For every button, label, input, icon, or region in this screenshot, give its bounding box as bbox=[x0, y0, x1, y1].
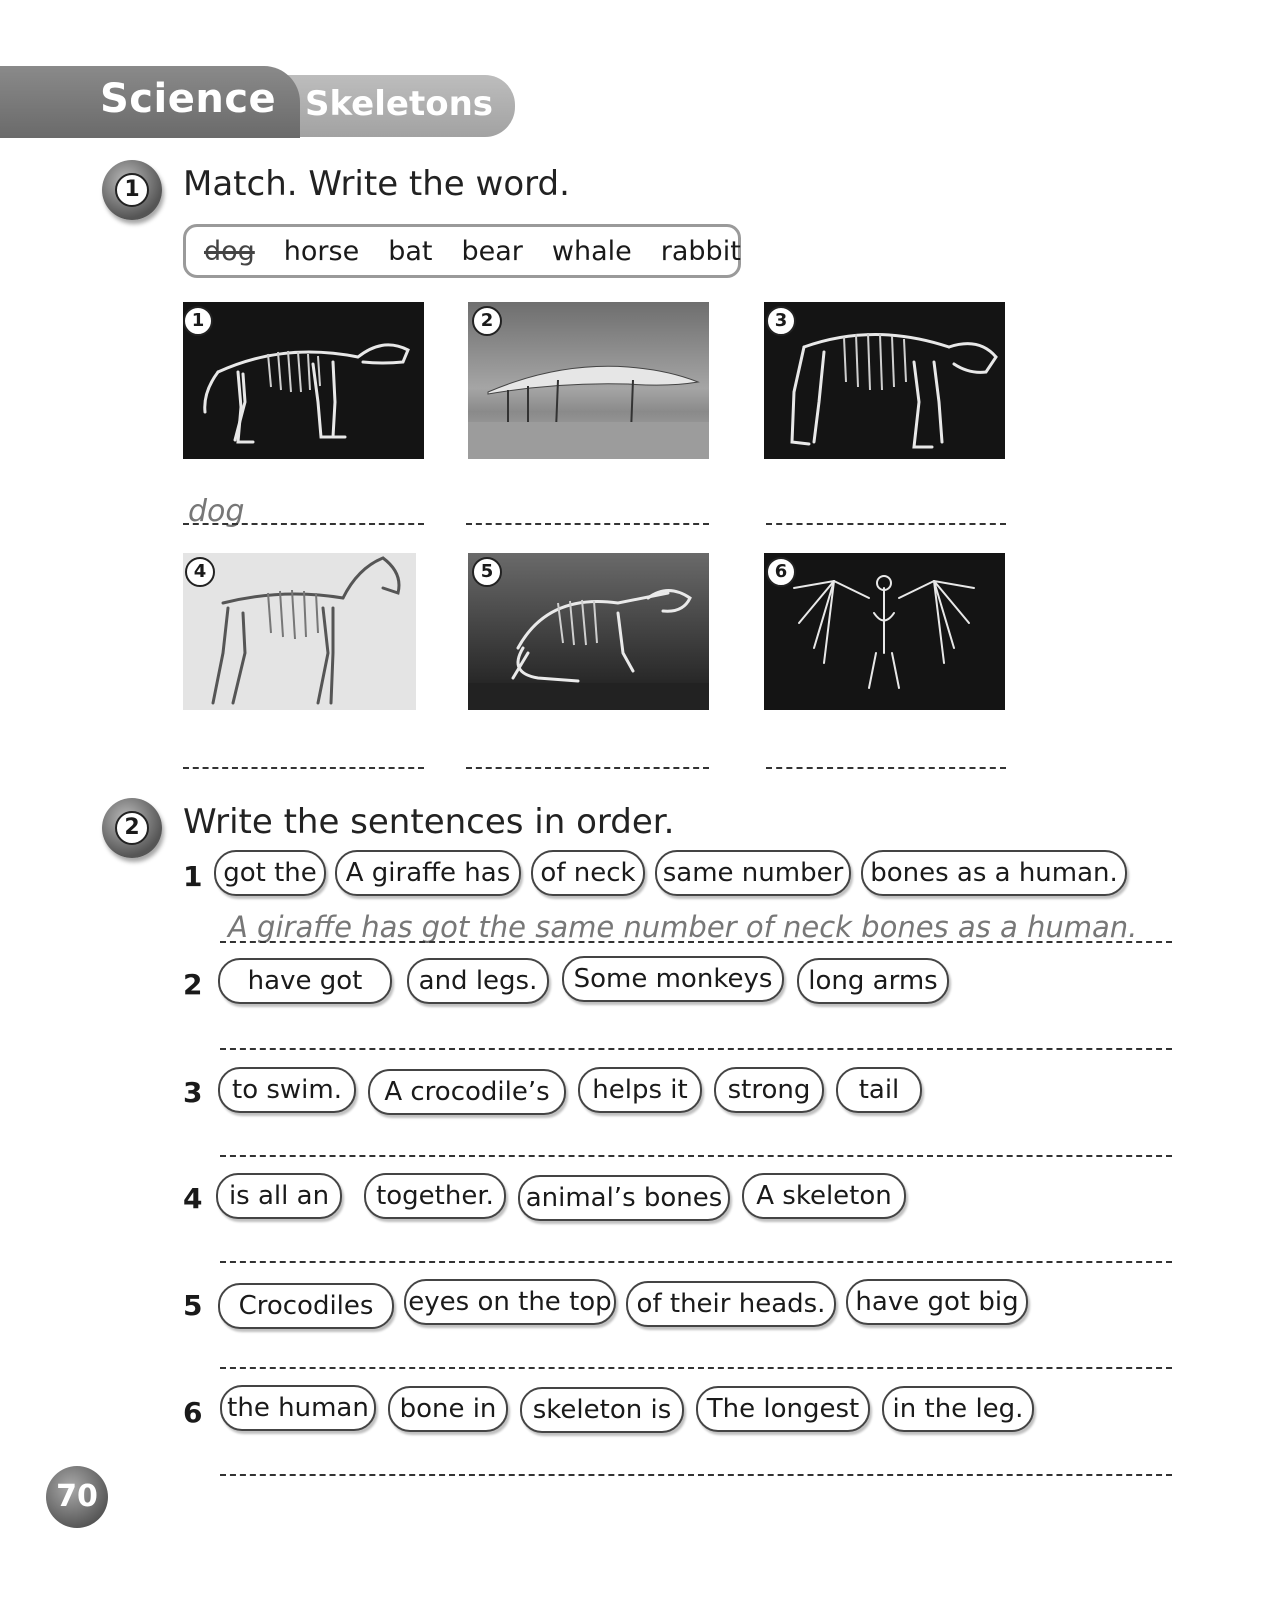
word-bank bbox=[183, 224, 741, 278]
skeleton-photo-2 bbox=[468, 302, 709, 459]
bear-skeleton-icon bbox=[764, 302, 1005, 459]
bat-skeleton-icon bbox=[764, 553, 1005, 710]
exercise-1-badge bbox=[102, 160, 162, 220]
word-chunk: the human bbox=[220, 1385, 376, 1431]
photo-number: 1 bbox=[183, 306, 213, 336]
answer-line[interactable] bbox=[466, 767, 709, 769]
word-chunk: is all an bbox=[216, 1173, 342, 1219]
word-chunk: in the leg. bbox=[882, 1386, 1034, 1432]
word-chunk: bone in bbox=[388, 1386, 508, 1432]
word-chunk: skeleton is bbox=[520, 1387, 684, 1433]
horse-skeleton-icon bbox=[183, 553, 416, 710]
photo-number: 3 bbox=[766, 306, 796, 336]
answer-line[interactable] bbox=[220, 1474, 1172, 1476]
word-chunk: have got bbox=[218, 958, 392, 1004]
skeleton-photo-3 bbox=[764, 302, 1005, 459]
sentence-number: 3 bbox=[183, 1076, 203, 1109]
word-chunk: animal’s bones bbox=[518, 1175, 730, 1221]
photo-number: 2 bbox=[472, 306, 502, 336]
word-chunk: of neck bbox=[531, 850, 645, 896]
example-sentence: A giraffe has got the same number of neck bones as a human. bbox=[228, 910, 1138, 944]
photo-number: 5 bbox=[472, 557, 502, 587]
word-chunk: strong bbox=[714, 1067, 824, 1113]
skeleton-photo-5 bbox=[468, 553, 709, 710]
whale-skeleton-icon bbox=[468, 302, 709, 459]
word-bank-word: bear bbox=[461, 235, 523, 267]
page-number: 70 bbox=[46, 1466, 108, 1528]
example-answer: dog bbox=[188, 494, 245, 529]
word-chunk: A crocodile’s bbox=[368, 1069, 566, 1115]
word-chunk: of their heads. bbox=[626, 1281, 836, 1327]
answer-line[interactable] bbox=[466, 523, 709, 525]
exercise-1-number: 1 bbox=[115, 173, 149, 207]
answer-line[interactable] bbox=[220, 1261, 1172, 1263]
dog-skeleton-icon bbox=[183, 302, 424, 459]
word-bank-word: whale bbox=[551, 235, 632, 267]
answer-line[interactable] bbox=[183, 523, 424, 525]
sentence-number: 4 bbox=[183, 1182, 203, 1215]
word-chunk: same number bbox=[655, 850, 851, 896]
sentence-number: 1 bbox=[183, 860, 203, 893]
answer-line[interactable] bbox=[766, 523, 1006, 525]
word-chunk: tail bbox=[836, 1067, 922, 1113]
word-chunk: to swim. bbox=[218, 1067, 356, 1113]
exercise-2-badge bbox=[102, 798, 162, 858]
sentence-number: 2 bbox=[183, 968, 203, 1001]
exercise-2-number: 2 bbox=[115, 811, 149, 845]
word-chunk: The longest bbox=[696, 1386, 870, 1432]
answer-line[interactable] bbox=[220, 1048, 1172, 1050]
photo-number: 4 bbox=[185, 557, 215, 587]
sentence-number: 5 bbox=[183, 1289, 203, 1322]
rabbit-skeleton-icon bbox=[468, 553, 709, 710]
word-chunk: got the bbox=[214, 850, 326, 896]
word-chunk: eyes on the top bbox=[404, 1279, 616, 1325]
sentence-number: 6 bbox=[183, 1396, 203, 1429]
exercise-1-instruction: Match. Write the word. bbox=[183, 164, 570, 204]
subject-title: Science bbox=[100, 76, 277, 122]
word-bank-word: dog bbox=[204, 235, 255, 267]
word-chunk: A giraffe has bbox=[335, 850, 521, 896]
word-bank-word: rabbit bbox=[660, 235, 741, 267]
answer-line[interactable] bbox=[183, 767, 424, 769]
word-chunk: and legs. bbox=[407, 958, 549, 1004]
photo-number: 6 bbox=[766, 557, 796, 587]
word-bank-word: horse bbox=[283, 235, 360, 267]
word-chunk: helps it bbox=[578, 1067, 702, 1113]
answer-line[interactable] bbox=[766, 767, 1006, 769]
word-chunk: long arms bbox=[797, 958, 949, 1004]
exercise-2-instruction: Write the sentences in order. bbox=[183, 802, 675, 842]
answer-line[interactable] bbox=[220, 941, 1172, 943]
word-chunk: Crocodiles bbox=[218, 1283, 394, 1329]
word-chunk: A skeleton bbox=[742, 1173, 906, 1219]
topic-title: Skeletons bbox=[305, 84, 494, 124]
word-chunk: together. bbox=[364, 1173, 506, 1219]
word-bank-word: bat bbox=[388, 235, 433, 267]
answer-line[interactable] bbox=[220, 1155, 1172, 1157]
word-chunk: Some monkeys bbox=[562, 956, 784, 1002]
word-chunk: have got big bbox=[846, 1279, 1028, 1325]
word-chunk: bones as a human. bbox=[861, 850, 1127, 896]
skeleton-photo-6 bbox=[764, 553, 1005, 710]
skeleton-photo-1 bbox=[183, 302, 424, 459]
skeleton-photo-4 bbox=[183, 553, 416, 710]
answer-line[interactable] bbox=[220, 1367, 1172, 1369]
